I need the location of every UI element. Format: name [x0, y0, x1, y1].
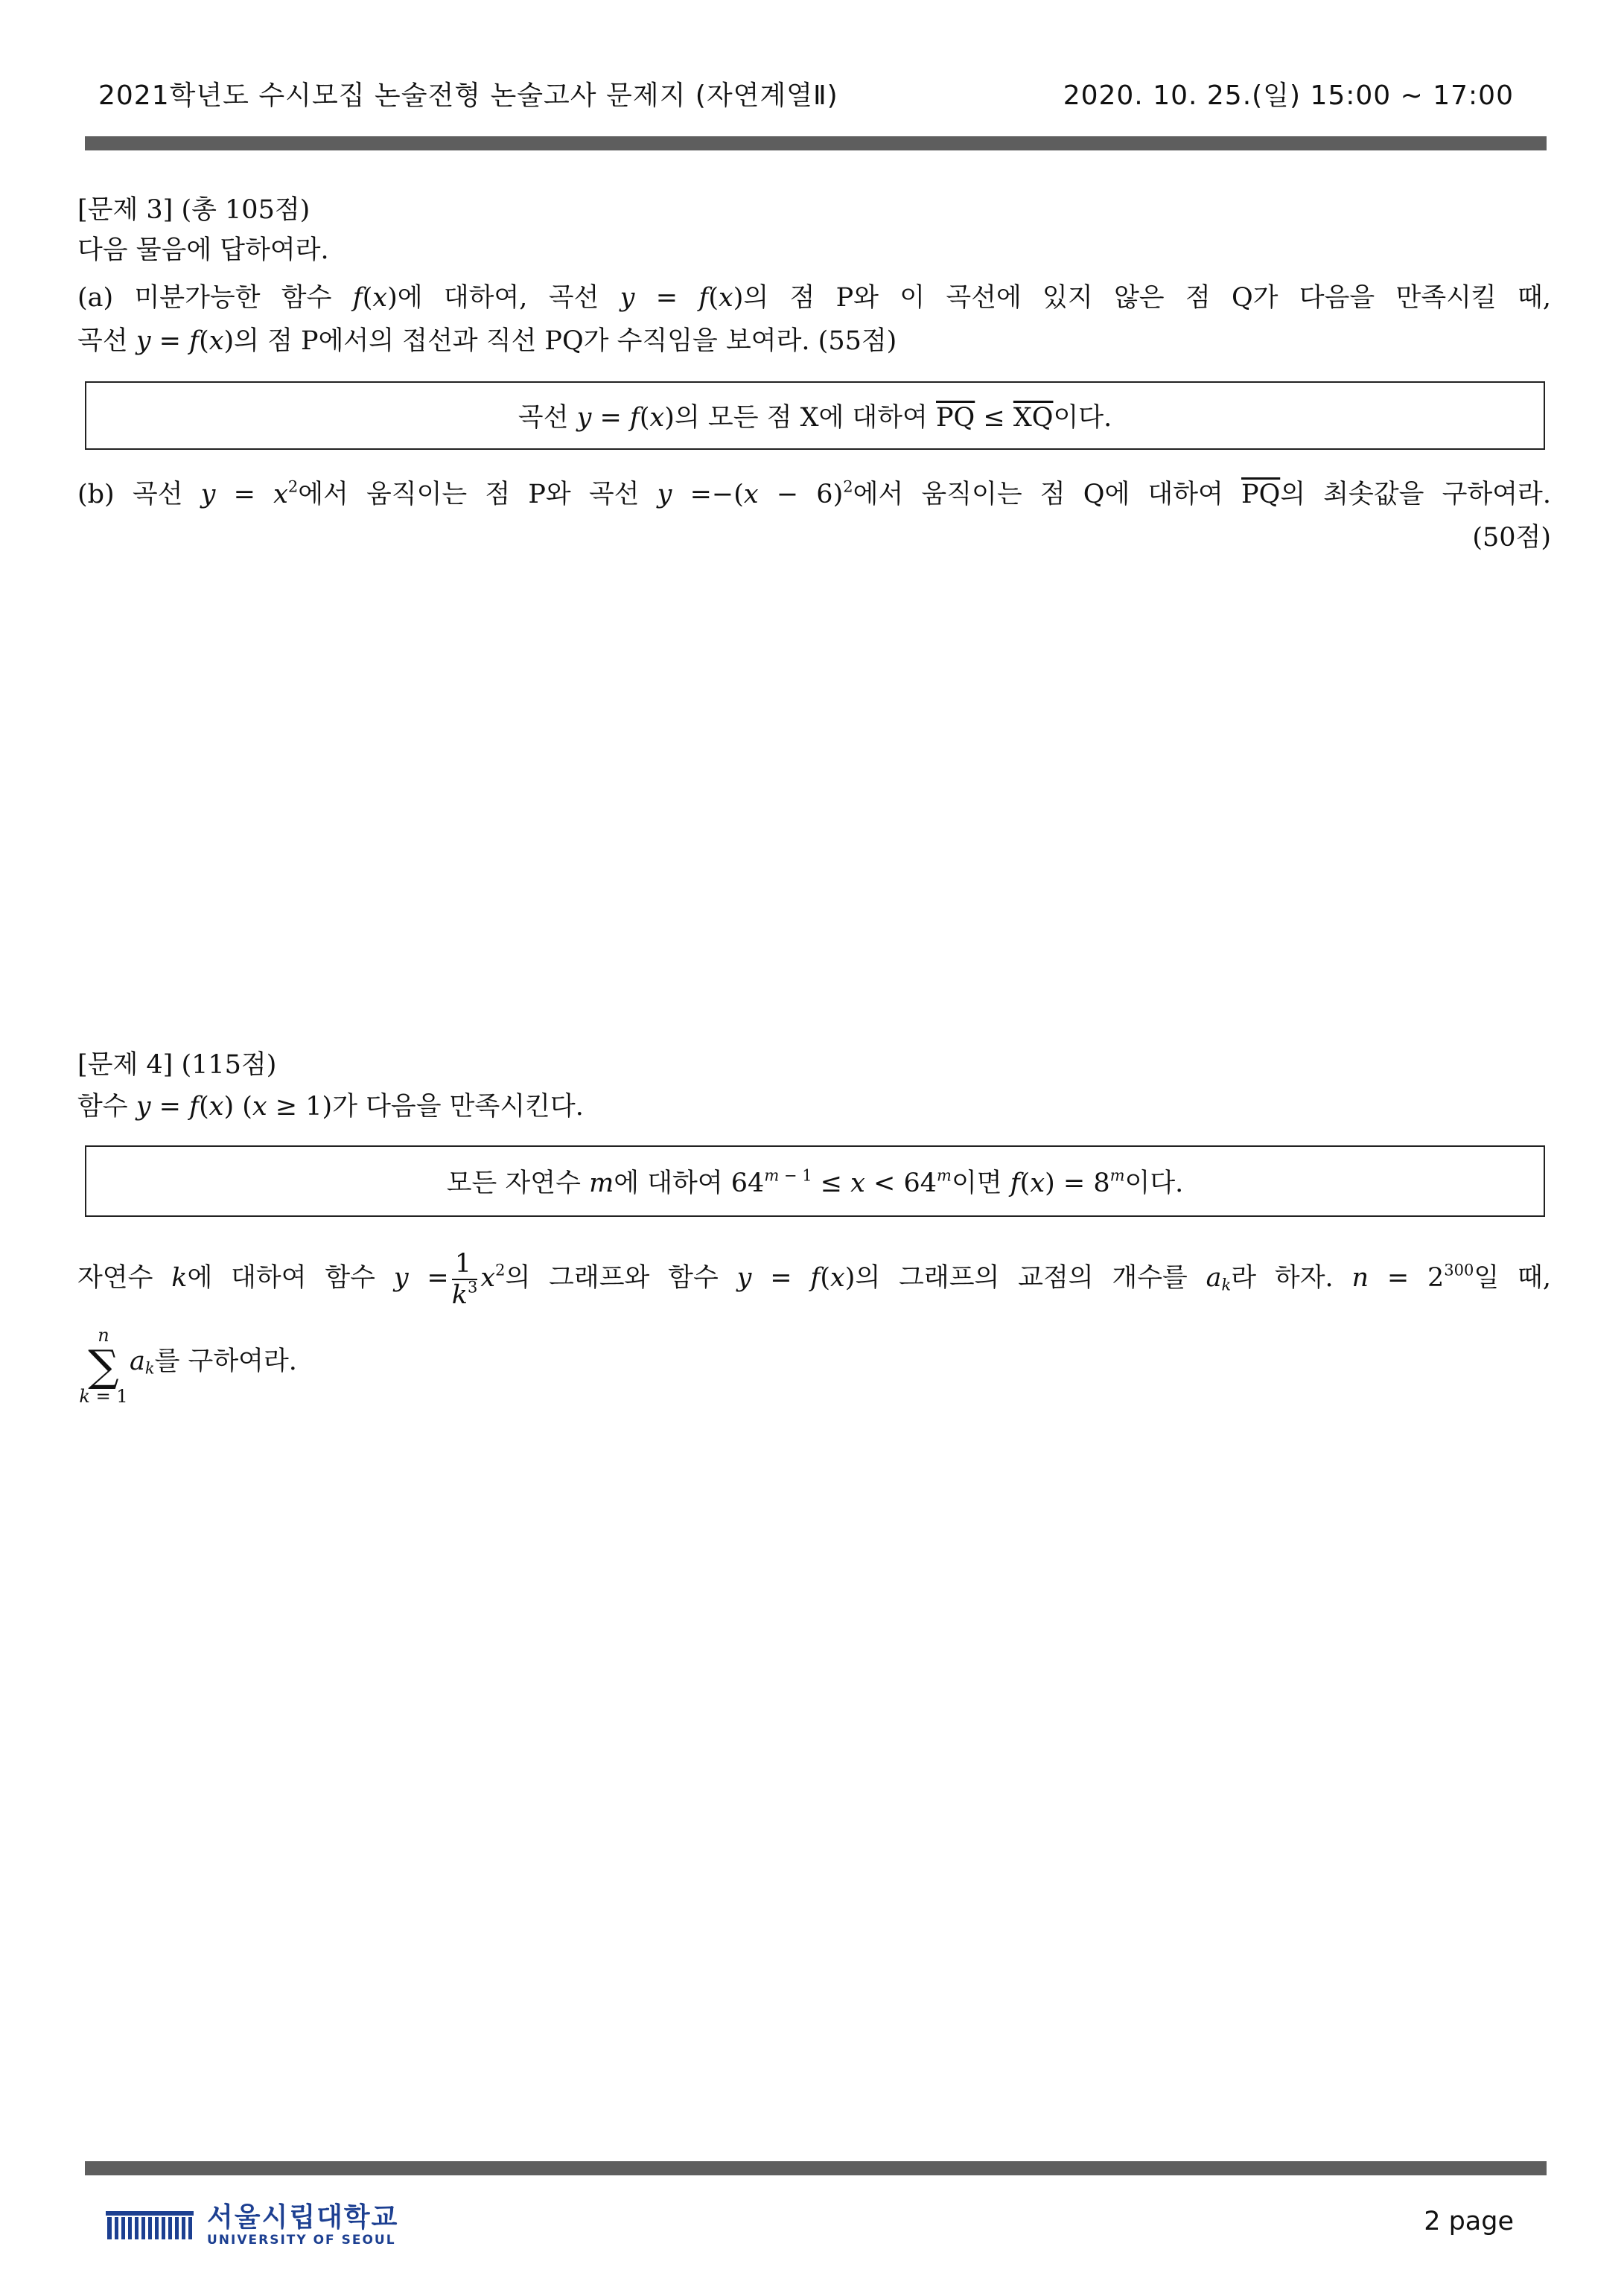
logo-english-name: UNIVERSITY OF SEOUL: [207, 2233, 396, 2248]
q3-heading: [문제 3] (총 105점): [77, 195, 311, 225]
logo-korean-name: 서울시립대학교: [207, 2202, 399, 2233]
q4-line1: 자연수 k에 대하여 함수 y = $\frac{1}{k^3}$ $x^2$의 그래프와 함수 y = f(x)의 그래프의 교점의 개수를 $a_k$라 하자. $n = 2^{300}$일 때,: [77, 1248, 1551, 1310]
university-logo: [106, 2203, 398, 2248]
header-divider: [85, 136, 1547, 150]
q4-condition-box: 모든 자연수 m에 대하여 $64^{m - 1} \le x < 64^m$이면 $f(x) = 8^m$이다.: [85, 1145, 1545, 1217]
footer-divider: [85, 2161, 1547, 2175]
q3-condition-box: 곡선 y = f(x)의 모든 점 X에 대하여 $\overline{PQ} \le \overline{XQ}$이다.: [85, 381, 1545, 450]
page-number: 2 page: [1424, 2207, 1514, 2236]
q4-line2: $a_k$를 구하여라.: [130, 1346, 297, 1378]
university-emblem-icon: [106, 2207, 194, 2244]
q4-heading: [문제 4] (115점): [77, 1050, 277, 1080]
header-title: 2021학년도 수시모집 논술전형 논술고사 문제지 (자연계열Ⅱ): [98, 80, 838, 111]
q3-intro: 다음 물음에 답하여라.: [77, 235, 329, 265]
summation-symbol: n ∑ k = 1: [79, 1325, 128, 1407]
q3-b-line: (b) 곡선 $y = x^2$에서 움직이는 점 P와 곡선 $y =-(x - 6)^2$에서 움직이는 점 Q에 대하여 $\overline{PQ}$의 최솟값을 구하여라.: [77, 477, 1551, 509]
q3-a-line2: 곡선 y = f(x)의 점 P에서의 접선과 직선 PQ가 수직임을 보여라. (55점): [77, 326, 897, 356]
q4-intro: 함수 y = f(x) (x ≥ 1)가 다음을 만족시킨다.: [77, 1092, 584, 1122]
q3-b-points: (50점): [1472, 523, 1551, 553]
q3-a-line1: (a) 미분가능한 함수 f(x)에 대하여, 곡선 y = f(x)의 점 P와 이 곡선에 있지 않은 점 Q가 다음을 만족시킬 때,: [77, 283, 1551, 313]
fraction-one-over-k-cubed: $\frac{1}{k^3}$: [451, 1248, 478, 1310]
header-datetime: 2020. 10. 25.(일) 15:00 ~ 17:00: [1063, 80, 1514, 111]
